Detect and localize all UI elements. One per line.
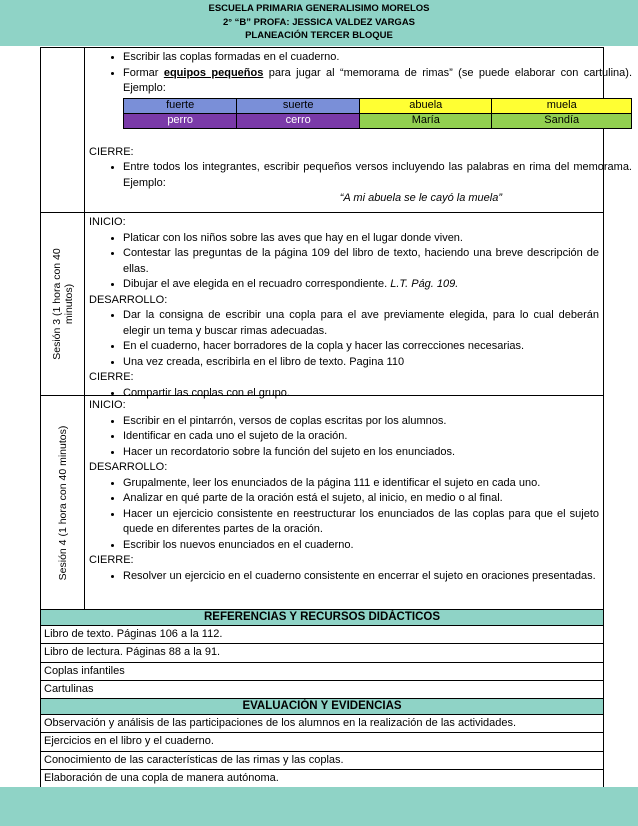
list-item: • Platicar con los niños sobre las aves que hay en el lugar donde viven. [123,231,599,247]
memorama-table [123,98,632,129]
session-3-row [41,213,603,399]
referencia-item: Coplas infantiles [41,663,603,681]
list-item: • Entre todos los integrantes, escribir pequeños versos incluyendo las palabras en rima del memorama. Ejemplo: [123,160,632,191]
inicio-list [89,414,599,461]
plan-title: PLANEACIÓN TERCER BLOQUE [245,30,393,41]
inicio-label: INICIO: [89,399,126,411]
cierre-label: CIERRE: [89,145,134,158]
referencia-item: Cartulinas [44,682,94,695]
school-name: ESCUELA PRIMARIA GENERALISIMO MORELOS [208,3,430,14]
cierre-list [89,160,632,191]
list-item: • Dar la consigna de escribir una copla para el ave previamente elegida, para lo cual deberán elegir un tema y buscar rimas adecuadas. [123,308,599,339]
list-item: • Hacer un ejercicio consistente en reestructurar los enunciados de las coplas para que el sujeto quede en diferentes partes de la oración. [123,507,599,538]
referencia-item: Libro de texto. Páginas 106 a la 112. [41,626,603,644]
evaluacion-item: Elaboración de una copla de manera autónoma. [41,770,603,788]
inicio-label: INICIO: [89,216,126,228]
planning-table [40,47,632,807]
session-2-side-cell [41,48,85,212]
list-item: • Compartir las coplas con el grupo. [123,386,599,402]
table-cell: perro [124,113,237,128]
referencias-heading: REFERENCIAS Y RECURSOS DIDÁCTICOS [41,610,603,626]
table-cell: abuela [360,98,492,113]
table-row [124,98,632,113]
desarrollo-label: DESARROLLO: [89,293,168,306]
session-3-label: Sesión 3 (1 hora con 40 minutos) [50,248,75,360]
session-3-side-cell [41,213,85,395]
referencias-block [41,626,603,699]
table-cell: suerte [237,98,360,113]
emphasis-text: equipos pequeños [163,66,264,79]
table-cell: muela [492,98,632,113]
desarrollo-list [89,476,599,554]
list-item: • Dibujar el ave elegida en el recuadro correspondiente. L.T. Pág. 109. [123,277,599,293]
desarrollo-list [89,308,599,370]
table-cell: María [360,113,492,128]
desarrollo-label: DESARROLLO: [89,461,168,473]
list-item: • Resolver un ejercicio en el cuaderno consistente en encerrar el sujeto en oraciones presentadas. [123,569,599,585]
list-item: • En el cuaderno, hacer borradores de la copla y hacer las correcciones necesarias. [123,339,599,355]
session-2-content [85,48,636,212]
evaluacion-heading: EVALUACIÓN Y EVIDENCIAS [41,699,603,715]
activity-list [89,50,632,97]
session-4-row [41,396,603,610]
session-2-continuation [41,48,632,213]
list-item: • Grupalmente, leer los enunciados de la página 111 e identificar el sujeto en cada uno. [123,476,599,492]
cierre-label: CIERRE: [89,554,134,566]
inicio-list [89,231,599,293]
textbook-reference: L.T. Pág. 109. [390,278,459,290]
cierre-label: CIERRE: [89,371,134,383]
document-header [0,2,638,43]
list-item: • Analizar en qué parte de la oración está el sujeto, al inicio, en medio o al final. [123,491,599,507]
list-item: • Formar equipos pequeños para jugar al “memorama de rimas” (se puede elaborar con cartulina). Ejemplo: [123,66,632,97]
session-4-label: Sesión 4 (1 hora con 40 minutos) [56,425,69,580]
list-item: • Escribir los nuevos enunciados en el cuaderno. [123,538,599,554]
list-item: • Identificar en cada uno el sujeto de la oración. [123,429,599,445]
table-cell: fuerte [124,98,237,113]
list-item: • Una vez creada, escribirla en el libro de texto. Pagina 110 [123,355,599,371]
list-item: • Escribir en el pintarrón, versos de coplas escritas por los alumnos. [123,414,599,430]
list-item: • Contestar las preguntas de la página 109 del libro de texto, haciendo una breve descripción de ellas. [123,246,599,277]
session-4-content [85,396,603,609]
footer-band [0,787,638,826]
table-cell: Sandía [492,113,632,128]
group-teacher: 2° “B” PROFA: JESSICA VALDEZ VARGAS [222,16,416,28]
example-quote: “A mi abuela se le cayó la muela” [339,192,502,204]
list-item: • Hacer un recordatorio sobre la función del sujeto en los enunciados. [123,445,599,461]
cierre-list [89,569,599,585]
session-4-side-cell [41,396,85,609]
evaluacion-item: Observación y análisis de las participaciones de los alumnos en la realización de las actividades. [41,715,603,733]
table-cell: cerro [237,113,360,128]
list-item: • Escribir las coplas formadas en el cuaderno. [123,50,632,66]
evaluacion-item: Ejercicios en el libro y el cuaderno. [41,733,603,751]
referencia-item: Libro de lectura. Páginas 88 a la 91. [41,644,603,662]
evaluacion-item: Conocimiento de las características de las rimas y las coplas. [41,752,603,770]
table-row [124,113,632,128]
session-3-content [85,213,603,399]
